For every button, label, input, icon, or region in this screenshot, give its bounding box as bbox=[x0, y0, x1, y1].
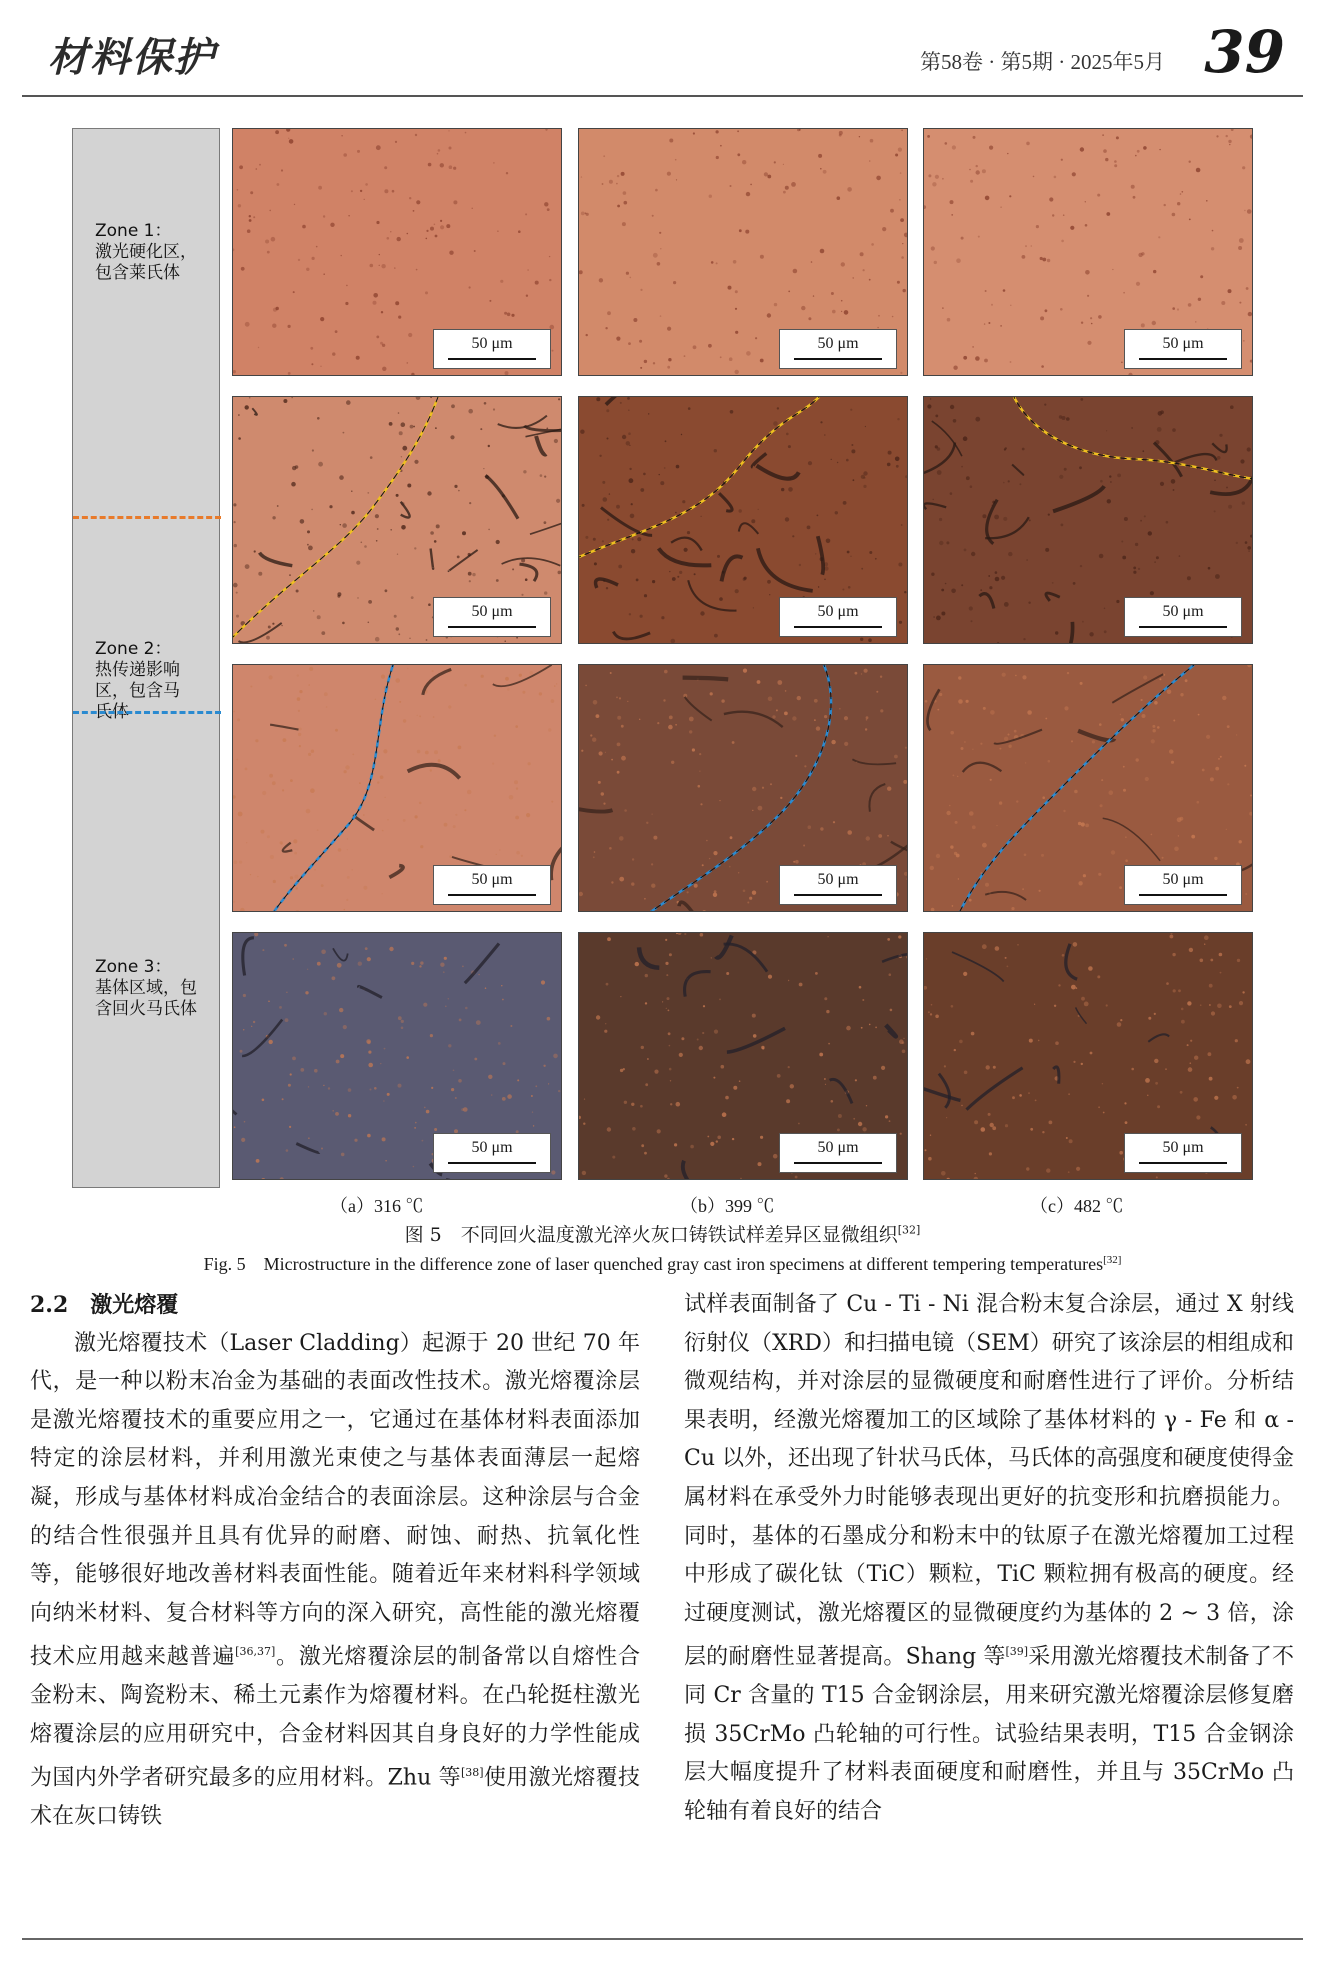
scale-bar bbox=[433, 597, 551, 637]
zone-legend-bar bbox=[72, 128, 220, 1188]
scale-bar-label: 50 μm bbox=[817, 1139, 859, 1156]
scale-bar-line bbox=[448, 626, 536, 628]
micrograph-panel bbox=[578, 128, 908, 376]
scale-bar-label: 50 μm bbox=[1162, 335, 1204, 352]
scale-bar-line bbox=[794, 626, 882, 628]
zone-divider-orange bbox=[73, 516, 221, 519]
micrograph-panel bbox=[578, 664, 908, 912]
micrograph-panel bbox=[232, 128, 562, 376]
scale-bar bbox=[433, 1133, 551, 1173]
paragraph-continued: 试样表面制备了 Cu - Ti - Ni 混合粉末复合涂层，通过 X 射线衍射仪（XRD）和扫描电镜（SEM）研究了该涂层的相组成和微观结构，并对涂层的显微硬度和耐磨性进行了评价。分析结果表明，经激光熔覆加工的区域除了基体材料的 γ - Fe 和 α - Cu 以外，还出现了针状马氏体，马氏体的高强度和硬度使得金属材料在承受外力时能够表现出更好的抗变形和抗磨损能力。同时，基体的石墨成分和粉末中的钛原子在激光熔覆加工过程中形成了碳化钛（TiC）颗粒，TiC 颗粒拥有极高的硬度。经过硬度测试，激光熔覆区的显微硬度约为基体的 2 ~ 3 倍，涂层的耐磨性显著提高。Shang 等[39]采用激光熔覆技术制备了不同 Cr 含量的 T15 合金钢涂层，用来研究激光熔覆涂层修复磨损 35CrMo 凸轮轴的可行性。试验结果表明，T15 合金钢涂层大幅度提升了材料表面硬度和耐磨性，并且与 35CrMo 凸轮轴有着良好的结合 bbox=[684, 1292, 1294, 1825]
scale-bar-label: 50 μm bbox=[1162, 603, 1204, 620]
scale-bar-line bbox=[448, 358, 536, 360]
scale-bar-label: 50 μm bbox=[471, 335, 513, 352]
micrograph-panel bbox=[923, 128, 1253, 376]
zone-3-label: Zone 3： 基体区域，包 含回火马氏体 bbox=[95, 957, 197, 1019]
zone-1-label: Zone 1： 激光硬化区， 包含莱氏体 bbox=[95, 221, 197, 283]
scale-bar bbox=[1124, 865, 1242, 905]
page-number: 39 bbox=[1204, 18, 1285, 86]
scale-bar-label: 50 μm bbox=[1162, 1139, 1204, 1156]
zone-divider-blue bbox=[73, 711, 221, 714]
figure-caption-en: Fig. 5 Microstructure in the difference zone of laser quenched gray cast iron specimens at different tempering temperatures[32] bbox=[203, 1254, 1122, 1274]
section-heading: 2.2 激光熔覆 bbox=[30, 1292, 179, 1318]
figure-caption-cn: 图 5 不同回火温度激光淬火灰口铸铁试样差异区显微组织[32] bbox=[404, 1223, 921, 1246]
left-column bbox=[30, 1286, 640, 1837]
scale-bar bbox=[779, 597, 897, 637]
scale-bar-line bbox=[1139, 626, 1227, 628]
scale-bar-line bbox=[448, 894, 536, 896]
caption-c: （c）482 ℃ bbox=[1030, 1196, 1124, 1216]
scale-bar-line bbox=[794, 894, 882, 896]
scale-bar bbox=[1124, 597, 1242, 637]
scale-bar bbox=[779, 865, 897, 905]
journal-logo: 材料保护 bbox=[48, 34, 216, 81]
micrograph-panel bbox=[578, 396, 908, 644]
scale-bar-line bbox=[1139, 1162, 1227, 1164]
scale-bar bbox=[433, 865, 551, 905]
citation-39: [39] bbox=[1005, 1645, 1029, 1659]
scale-bar-label: 50 μm bbox=[817, 335, 859, 352]
micrograph-panel bbox=[923, 932, 1253, 1180]
scale-bar-label: 50 μm bbox=[1162, 871, 1204, 888]
caption-b: （b）399 ℃ bbox=[680, 1196, 775, 1216]
scale-bar-label: 50 μm bbox=[471, 871, 513, 888]
scale-bar bbox=[779, 329, 897, 369]
scale-bar-label: 50 μm bbox=[817, 871, 859, 888]
footer-rule bbox=[22, 1938, 1303, 1940]
scale-bar bbox=[433, 329, 551, 369]
micrograph-panel bbox=[232, 396, 562, 644]
micrograph-panel bbox=[232, 664, 562, 912]
issue-info: 第58卷 · 第5期 · 2025年5月 bbox=[920, 50, 1165, 74]
header-rule bbox=[22, 95, 1303, 97]
scale-bar-line bbox=[448, 1162, 536, 1164]
scale-bar-label: 50 μm bbox=[471, 1139, 513, 1156]
micrograph-panel bbox=[578, 932, 908, 1180]
zone-2-label: Zone 2： 热传递影响 区，包含马 氏体 bbox=[95, 639, 180, 722]
citation-38: [38] bbox=[460, 1766, 484, 1780]
micrograph-panel bbox=[923, 396, 1253, 644]
caption-a: （a）316 ℃ bbox=[330, 1196, 424, 1216]
micrograph-panel bbox=[923, 664, 1253, 912]
scale-bar-line bbox=[1139, 894, 1227, 896]
citation-36-37: [36,37] bbox=[235, 1645, 276, 1659]
scale-bar-line bbox=[794, 1162, 882, 1164]
scale-bar bbox=[1124, 1133, 1242, 1173]
scale-bar bbox=[1124, 329, 1242, 369]
scale-bar bbox=[779, 1133, 897, 1173]
scale-bar-line bbox=[794, 358, 882, 360]
paragraph-laser-cladding: 激光熔覆技术（Laser Cladding）起源于 20 世纪 70 年代，是一种以粉末冶金为基础的表面改性技术。激光熔覆涂层是激光熔覆技术的重要应用之一，它通过在基体材料表面添加特定的涂层材料，并利用激光束使之与基体表面薄层一起熔凝，形成与基体材料成冶金结合的表面涂层。这种涂层与合金的结合性很强并且具有优异的耐磨、耐蚀、耐热、抗氧化性等，能够很好地改善材料表面性能。随着近年来材料科学领域向纳米材料、复合材料等方向的深入研究，高性能的激光熔覆技术应用越来越普遍[36,37]。激光熔覆涂层的制备常以自熔性合金粉末、陶瓷粉末、稀土元素作为熔覆材料。在凸轮挺柱激光熔覆涂层的应用研究中，合金材料因其自身良好的力学性能成为国内外学者研究最多的应用材料。Zhu 等[38]使用激光熔覆技术在灰口铸铁 bbox=[30, 1330, 640, 1830]
scale-bar-label: 50 μm bbox=[817, 603, 859, 620]
scale-bar-line bbox=[1139, 358, 1227, 360]
right-column bbox=[684, 1286, 1294, 1832]
micrograph-panel bbox=[232, 932, 562, 1180]
scale-bar-label: 50 μm bbox=[471, 603, 513, 620]
